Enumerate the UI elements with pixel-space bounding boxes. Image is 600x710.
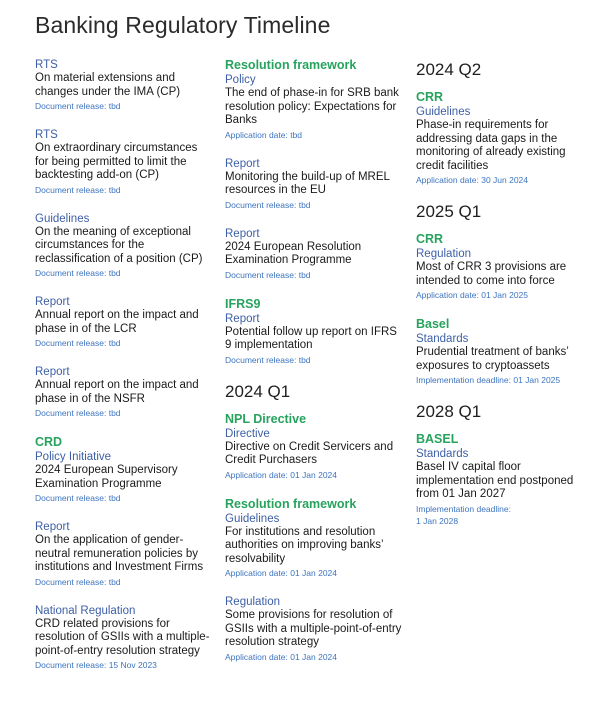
entry-date: Document release: 15 Nov 2023 <box>35 660 157 670</box>
entry-description: Most of CRR 3 provisions are intended to come into force <box>416 261 567 287</box>
entry-date: Implementation deadline: 1 Jan 2028 <box>416 503 511 526</box>
entry-date: Document release: tbd <box>35 408 121 418</box>
entry-type: Directive <box>225 427 270 440</box>
entry-type: Guidelines <box>35 212 90 225</box>
entry-date: Application date: 01 Jan 2024 <box>225 651 338 662</box>
entry-type: Policy Initiative <box>35 451 112 463</box>
entry-description: Directive on Credit Servicers and Credit Purchasers <box>225 440 394 466</box>
entry-type: Regulation <box>416 248 471 260</box>
entry-type: Standards <box>416 448 469 460</box>
entry-regulation-heading: CRR <box>416 232 444 246</box>
entry-type: Report <box>35 296 70 308</box>
timeline-entry <box>35 212 210 280</box>
entry-type: Report <box>225 312 260 325</box>
entry-date: Document release: tbd <box>225 354 311 365</box>
entry-date: Document release: tbd <box>35 493 121 503</box>
timeline-entry <box>225 497 405 580</box>
timeline-entry <box>225 297 405 366</box>
timeline-entry <box>416 90 586 186</box>
entry-type: Policy <box>225 74 256 86</box>
timeline-column-1 <box>35 58 210 687</box>
entry-description: 2024 European Resolution Examination Programme <box>225 240 362 266</box>
entry-description: 2024 European Supervisory Examination Programme <box>35 464 178 490</box>
entry-regulation-heading: BASEL <box>416 432 459 446</box>
entry-type: RTS <box>35 129 58 141</box>
timeline-entry <box>35 128 210 196</box>
entry-regulation-heading: Resolution framework <box>225 496 357 511</box>
entry-description: On the application of gender-neutral remuneration policies by institutions and Investment Firms <box>35 534 204 573</box>
entry-date: Document release: tbd <box>35 268 121 278</box>
entry-regulation-heading: Basel <box>416 317 450 331</box>
entry-date: Document release: tbd <box>225 269 311 280</box>
entry-type: RTS <box>35 59 58 71</box>
timeline-entry <box>416 317 586 386</box>
entry-type: National Regulation <box>35 604 136 617</box>
entry-date: Application date: tbd <box>225 129 303 140</box>
entry-description: Annual report on the impact and phase in of the LCR <box>35 309 199 335</box>
timeline-entry <box>225 227 405 281</box>
entry-type: Report <box>35 366 70 378</box>
entry-date: Application date: 01 Jan 2024 <box>225 469 338 480</box>
entry-description: The end of phase-in for SRB bank resolution policy: Expectations for Banks <box>225 87 399 126</box>
quarter-heading: 2024 Q2 <box>416 60 482 79</box>
entry-date: Implementation deadline: 01 Jan 2025 <box>416 375 561 385</box>
entry-description: On material extensions and changes under the IMA (CP) <box>35 72 181 98</box>
entry-date: Document release: tbd <box>225 199 311 210</box>
entry-date: Document release: tbd <box>35 338 121 348</box>
entry-description: Some provisions for resolution of GSIIs with a multiple-point-of-entry resolution strategy <box>225 609 402 648</box>
entry-type: Guidelines <box>416 106 471 118</box>
entry-date: Application date: 30 Jun 2024 <box>416 175 529 185</box>
entry-description: Potential follow up report on IFRS 9 implementation <box>225 325 397 351</box>
page-title: Banking Regulatory Timeline <box>35 12 331 38</box>
quarter-heading: 2025 Q1 <box>416 202 482 221</box>
timeline-entry <box>225 412 405 481</box>
entry-regulation-heading: NPL Directive <box>225 411 307 426</box>
timeline-entry <box>225 157 405 211</box>
entry-description: Phase-in requirements for addressing data gaps in the monitoring of already existing credit facilities <box>416 119 566 172</box>
entry-date: Document release: tbd <box>35 184 121 195</box>
timeline-entry <box>416 432 586 527</box>
timeline-entry <box>35 365 210 419</box>
quarter-heading: 2028 Q1 <box>416 402 482 421</box>
timeline-entry <box>35 295 210 349</box>
entry-description: For institutions and resolution authorities on improving banks’ resolvability <box>225 525 384 565</box>
entry-regulation-heading: CRD <box>35 435 63 449</box>
entry-description: Basel IV capital floor implementation end postponed from 01 Jan 2027 <box>416 461 574 500</box>
entry-description: Monitoring the build-up of MREL resources in the EU <box>225 170 390 196</box>
entry-type: Standards <box>416 333 469 345</box>
entry-description: On the meaning of exceptional circumstances for the reclassification of a position (CP) <box>35 225 203 265</box>
timeline-column-2 <box>225 58 405 679</box>
quarter-heading: 2024 Q1 <box>225 381 291 401</box>
entry-date: Application date: 01 Jan 2025 <box>416 290 529 300</box>
entry-type: Report <box>35 521 70 533</box>
timeline-entry <box>35 58 210 112</box>
entry-date: Document release: tbd <box>35 576 121 587</box>
timeline-entry <box>35 435 210 504</box>
entry-description: On extraordinary circumstances for being permitted to limit the backtesting add-on (CP) <box>35 142 198 181</box>
entry-type: Regulation <box>225 596 280 608</box>
timeline-entry <box>35 520 210 588</box>
entry-date: Document release: tbd <box>35 101 121 111</box>
entry-description: Annual report on the impact and phase in of the NSFR <box>35 379 199 405</box>
entry-description: CRD related provisions for resolution of GSIIs with a multiple-point-of-entry resolution strategy <box>35 617 210 657</box>
timeline-entry <box>225 58 405 141</box>
entry-regulation-heading: IFRS9 <box>225 296 261 311</box>
entry-description: Prudential treatment of banks’ exposures to cryptoassets <box>416 346 569 372</box>
entry-type: Guidelines <box>225 512 280 525</box>
timeline-entry <box>35 604 210 672</box>
timeline-entry <box>416 232 586 301</box>
entry-date: Application date: 01 Jan 2024 <box>225 568 338 578</box>
timeline-column-3 <box>416 58 586 543</box>
entry-type: Report <box>225 227 260 240</box>
entry-type: Report <box>225 157 260 170</box>
timeline-entry <box>225 595 405 663</box>
entry-regulation-heading: Resolution framework <box>225 58 357 72</box>
entry-regulation-heading: CRR <box>416 90 444 104</box>
